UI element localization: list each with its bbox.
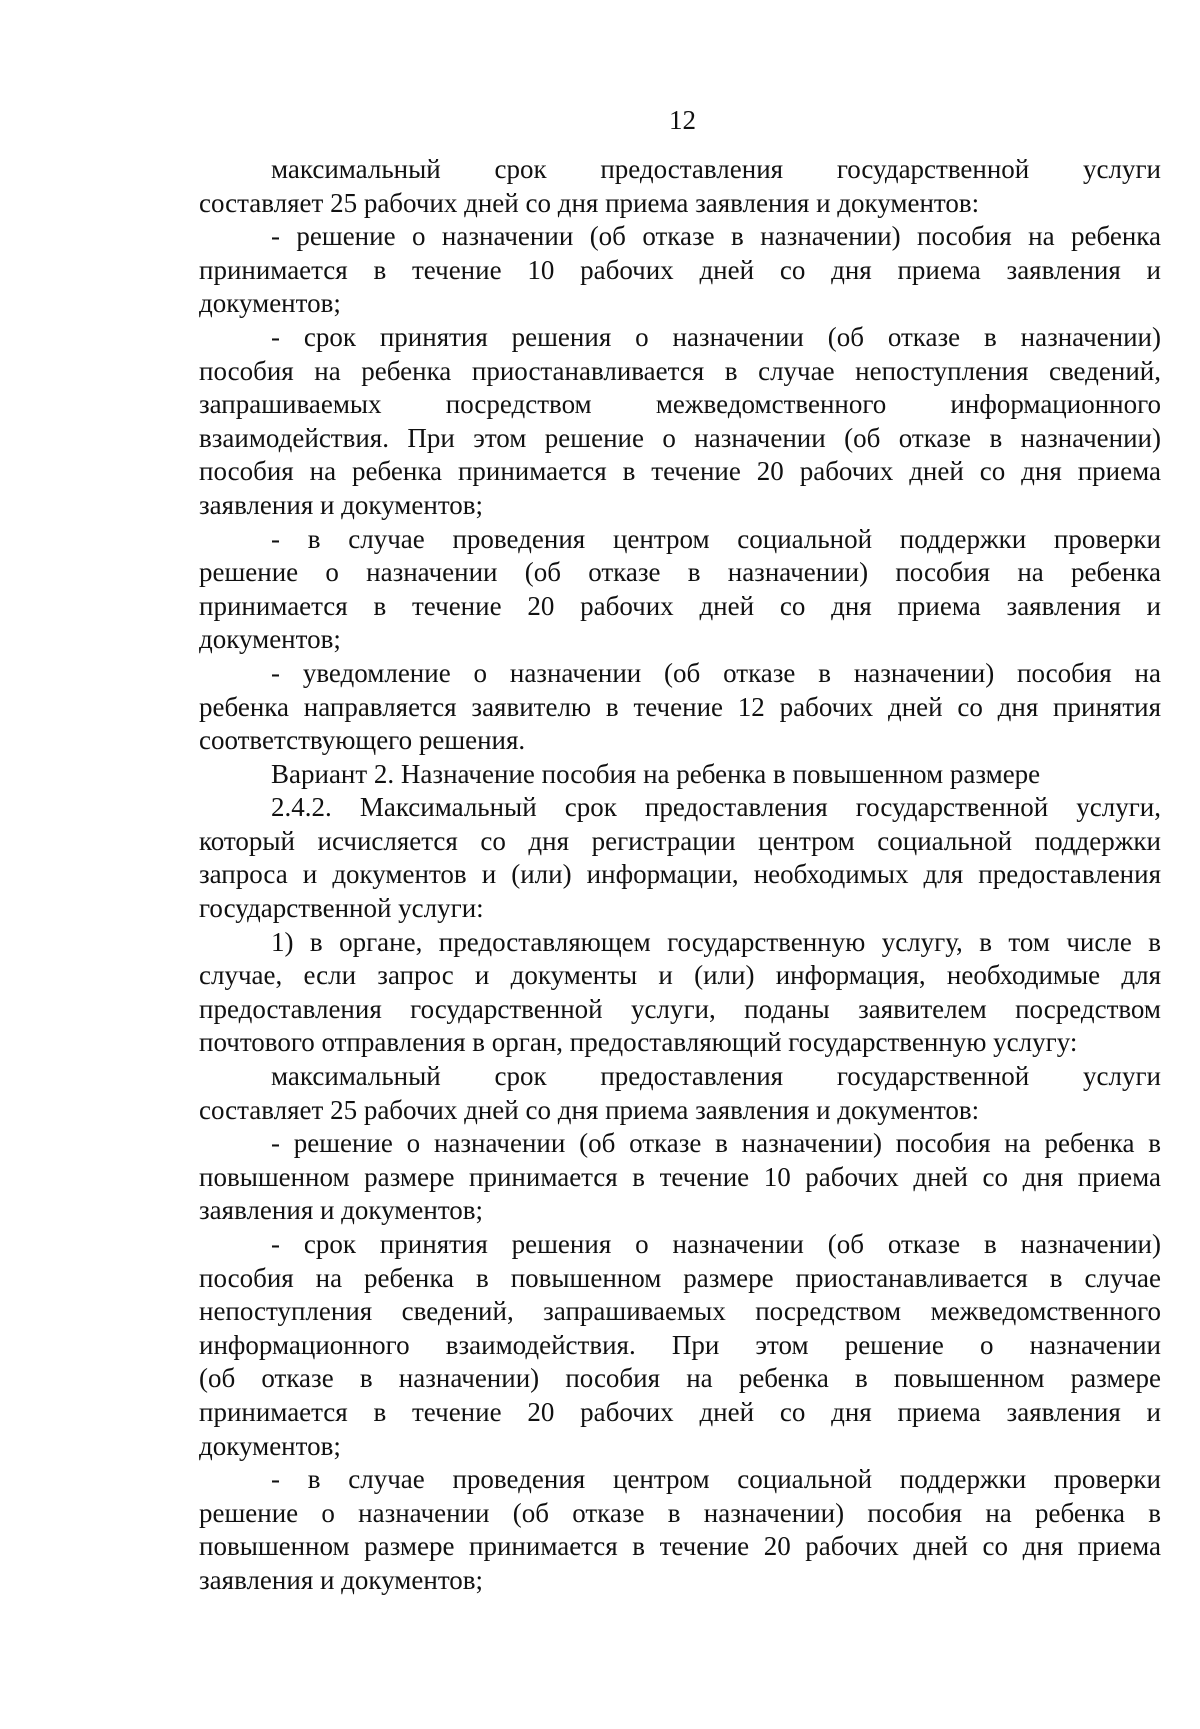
text-line: 1) в органе, предоставляющем государственную услугу, в том числе в xyxy=(271,926,1161,957)
text-line: заявления и документов; xyxy=(199,489,484,520)
text-line: пособия на ребенка принимается в течение 20 рабочих дней со дня приема xyxy=(199,456,1161,487)
text-line: - решение о назначении (об отказе в назначении) пособия на ребенка в xyxy=(271,1128,1161,1159)
paragraph xyxy=(199,220,1161,321)
text-line: документов; xyxy=(199,288,341,319)
text-line: взаимодействия. При этом решение о назначении (об отказе в назначении) xyxy=(199,422,1161,453)
document-body xyxy=(199,153,1161,1598)
text-line: информационного взаимодействия. При этом решение о назначении xyxy=(199,1329,1161,1360)
text-line: принимается в течение 20 рабочих дней со дня приема заявления и xyxy=(199,1396,1161,1427)
paragraph xyxy=(199,657,1161,758)
paragraph xyxy=(199,1127,1161,1228)
paragraph xyxy=(199,791,1161,925)
paragraph xyxy=(199,153,1161,220)
text-line: (об отказе в назначении) пособия на ребенка в повышенном размере xyxy=(199,1363,1161,1394)
text-line: ребенка направляется заявителю в течение 12 рабочих дней со дня принятия xyxy=(199,691,1161,722)
text-line: документов; xyxy=(199,1430,341,1461)
paragraph xyxy=(199,926,1161,1060)
text-line: составляет 25 рабочих дней со дня приема заявления и документов: xyxy=(199,187,980,218)
text-line: пособия на ребенка приостанавливается в случае непоступления сведений, xyxy=(199,355,1161,386)
text-line: решение о назначении (об отказе в назначении) пособия на ребенка xyxy=(199,557,1161,588)
text-line: - срок принятия решения о назначении (об отказе в назначении) xyxy=(271,321,1161,352)
text-line: - в случае проведения центром социальной поддержки проверки xyxy=(271,523,1161,554)
paragraph xyxy=(199,1228,1161,1463)
text-line: принимается в течение 20 рабочих дней со дня приема заявления и xyxy=(199,590,1161,621)
text-line: заявления и документов; xyxy=(199,1195,484,1226)
paragraph xyxy=(199,523,1161,657)
text-line: повышенном размере принимается в течение 10 рабочих дней со дня приема xyxy=(199,1161,1161,1192)
text-line: - в случае проведения центром социальной поддержки проверки xyxy=(271,1464,1161,1495)
text-line: принимается в течение 10 рабочих дней со дня приема заявления и xyxy=(199,254,1161,285)
text-line: непоступления сведений, запрашиваемых посредством межведомственного xyxy=(199,1296,1161,1327)
text-line: предоставления государственной услуги, поданы заявителем посредством xyxy=(199,993,1161,1024)
paragraph xyxy=(199,321,1161,523)
page-number: 12 xyxy=(669,105,696,135)
text-line: составляет 25 рабочих дней со дня приема заявления и документов: xyxy=(199,1094,980,1125)
text-line: - решение о назначении (об отказе в назначении) пособия на ребенка xyxy=(271,221,1161,252)
text-line: почтового отправления в орган, предоставляющий государственную услугу: xyxy=(199,1027,1078,1058)
text-line: повышенном размере принимается в течение 20 рабочих дней со дня приема xyxy=(199,1531,1161,1562)
text-line: заявления и документов; xyxy=(199,1564,484,1595)
text-line: - уведомление о назначении (об отказе в назначении) пособия на xyxy=(271,657,1161,688)
text-line: государственной услуги: xyxy=(199,893,484,924)
text-line: случае, если запрос и документы и (или) информация, необходимые для xyxy=(199,960,1161,991)
text-line: максимальный срок предоставления государственной услуги xyxy=(271,1061,1161,1092)
paragraph xyxy=(199,1463,1161,1597)
text-line: 2.4.2. Максимальный срок предоставления государственной услуги, xyxy=(271,792,1161,823)
text-line: решение о назначении (об отказе в назначении) пособия на ребенка в xyxy=(199,1497,1161,1528)
text-line: Вариант 2. Назначение пособия на ребенка в повышенном размере xyxy=(271,758,1041,789)
paragraph xyxy=(199,758,1161,792)
text-line: запрашиваемых посредством межведомственного информационного xyxy=(199,389,1161,420)
text-line: который исчисляется со дня регистрации центром социальной поддержки xyxy=(199,825,1161,856)
text-line: документов; xyxy=(199,624,341,655)
text-line: - срок принятия решения о назначении (об отказе в назначении) xyxy=(271,1229,1161,1259)
text-line: запроса и документов и (или) информации, необходимых для предоставления xyxy=(199,859,1161,890)
text-line: соответствующего решения. xyxy=(199,725,526,756)
paragraph xyxy=(199,1060,1161,1127)
text-line: пособия на ребенка в повышенном размере приостанавливается в случае xyxy=(199,1262,1161,1293)
text-line: максимальный срок предоставления государственной услуги xyxy=(271,154,1161,184)
